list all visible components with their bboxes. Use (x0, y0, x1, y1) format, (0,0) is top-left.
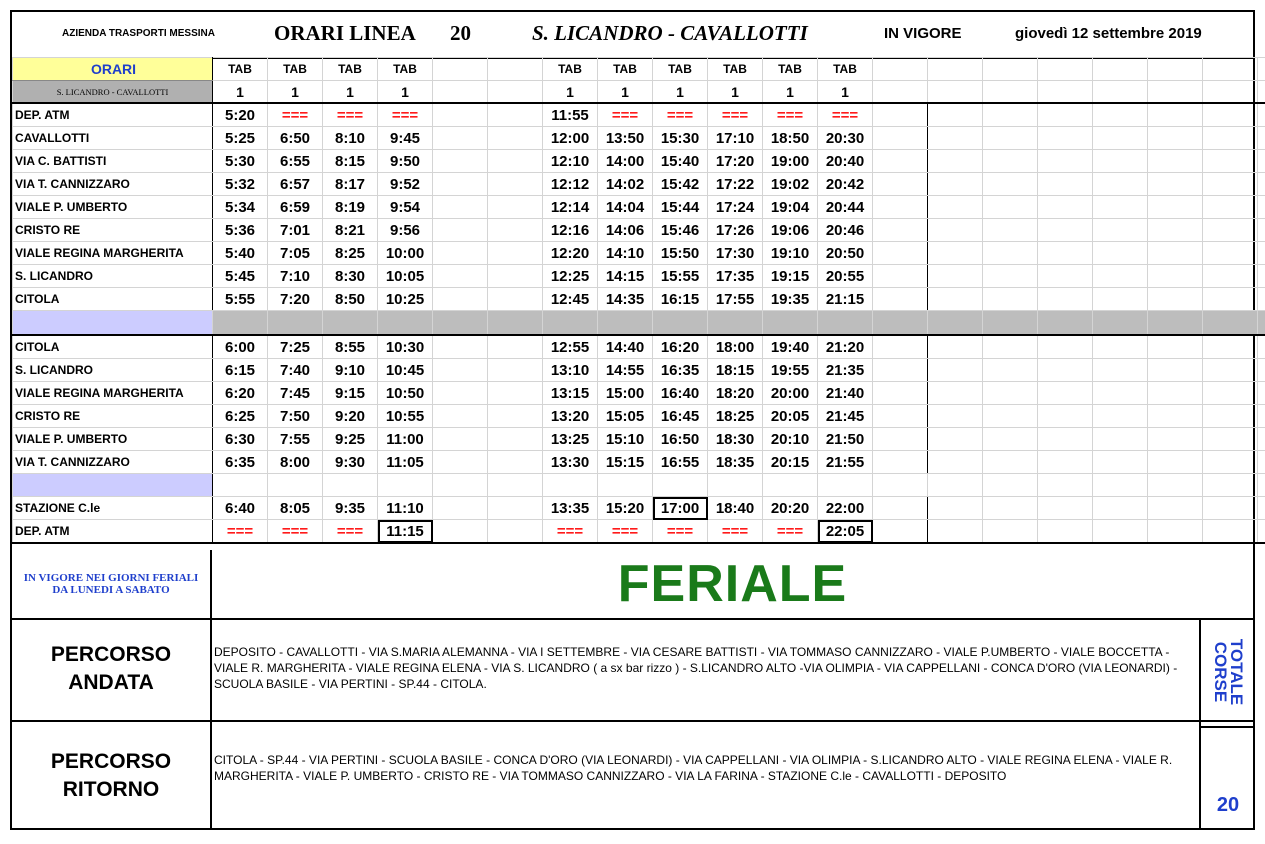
tab-number-row (13, 81, 1265, 104)
departure-time: 17:26 (708, 219, 763, 242)
departure-time: 11:05 (378, 451, 433, 474)
ritorno-description: CITOLA - SP.44 - VIA PERTINI - SCUOLA BASILE - CONCA D'ORO (VIA LEONARDI) - VIA CAPPELLANI - VIA OLIMPIA - S.LICANDRO ALTO - VIALE REGINA ELENA - VIALE R. MARGHERITA - VIALE P. UMBERTO - CRISTO RE - VIA TOMMASO CANNIZZARO - VIA LA FARINA - STAZIONE C.le - CAVALLOTTI - DEPOSITO (214, 753, 1173, 783)
departure-time: 12:45 (543, 288, 598, 311)
validity-line-1: IN VIGORE NEI GIORNI FERIALI (23, 572, 199, 584)
departure-time: 11:15 (378, 520, 433, 544)
tab-label: TAB (708, 58, 763, 81)
departure-time: 6:30 (213, 428, 268, 451)
departure-time: 22:05 (818, 520, 873, 544)
departure-time: 21:35 (818, 359, 873, 382)
departure-time: 14:02 (598, 173, 653, 196)
total-label-line-2: CORSE (1211, 641, 1230, 703)
departure-time: 8:30 (323, 265, 378, 288)
departure-time: 7:25 (268, 335, 323, 359)
departure-time: 14:55 (598, 359, 653, 382)
departure-time: === (213, 520, 268, 544)
departure-time: 9:52 (378, 173, 433, 196)
departure-time: === (543, 520, 598, 544)
departure-time: 5:55 (213, 288, 268, 311)
departure-time: 16:45 (653, 405, 708, 428)
departure-time: 19:15 (763, 265, 818, 288)
departure-time: 19:02 (763, 173, 818, 196)
departure-time: 15:15 (598, 451, 653, 474)
departure-time: 12:16 (543, 219, 598, 242)
departure-time: 22:00 (818, 497, 873, 520)
departure-time: 7:40 (268, 359, 323, 382)
stop-name: STAZIONE C.le (13, 497, 213, 520)
departure-time: 9:30 (323, 451, 378, 474)
schedule-row (13, 103, 1265, 127)
total-trips-count-cell (1199, 728, 1255, 830)
departure-time: 16:50 (653, 428, 708, 451)
departure-time: 17:20 (708, 150, 763, 173)
departure-time: 7:01 (268, 219, 323, 242)
departure-time: 13:10 (543, 359, 598, 382)
schedule-row (13, 382, 1265, 405)
departure-time: 16:40 (653, 382, 708, 405)
departure-time: 17:22 (708, 173, 763, 196)
total-trips-count: 20 (1216, 794, 1240, 816)
departure-time: 9:54 (378, 196, 433, 219)
departure-time: 19:00 (763, 150, 818, 173)
tab-number: 1 (708, 81, 763, 104)
timetable (12, 57, 1265, 544)
departure-time: 5:30 (213, 150, 268, 173)
departure-time: 20:50 (818, 242, 873, 265)
departure-time: 8:55 (323, 335, 378, 359)
departure-time: 14:10 (598, 242, 653, 265)
schedule-row (13, 497, 1265, 520)
departure-time: 18:20 (708, 382, 763, 405)
departure-time: 9:10 (323, 359, 378, 382)
departure-time: 9:56 (378, 219, 433, 242)
ritorno-title (12, 722, 212, 830)
stop-name: VIALE P. UMBERTO (13, 428, 213, 451)
departure-time: 15:46 (653, 219, 708, 242)
departure-time: 13:15 (543, 382, 598, 405)
departure-time: 14:04 (598, 196, 653, 219)
stop-name: CRISTO RE (13, 405, 213, 428)
departure-time: 14:40 (598, 335, 653, 359)
stop-name: S. LICANDRO (13, 265, 213, 288)
total-trips-label (1199, 618, 1255, 728)
route-ritorno (12, 722, 1255, 830)
departure-time: 19:06 (763, 219, 818, 242)
departure-time: 17:30 (708, 242, 763, 265)
tab-number: 1 (543, 81, 598, 104)
departure-time: 20:05 (763, 405, 818, 428)
page-title: ORARI LINEA (274, 21, 416, 45)
departure-time: 13:30 (543, 451, 598, 474)
stop-name: VIALE REGINA MARGHERITA (13, 382, 213, 405)
schedule-row (13, 405, 1265, 428)
departure-time: 12:10 (543, 150, 598, 173)
departure-time: 21:55 (818, 451, 873, 474)
effective-date: giovedì 12 settembre 2019 (1015, 25, 1202, 42)
departure-time: 6:59 (268, 196, 323, 219)
departure-time: 7:50 (268, 405, 323, 428)
andata-title-line-2: ANDATA (68, 671, 154, 694)
departure-time: 21:40 (818, 382, 873, 405)
departure-time: 20:46 (818, 219, 873, 242)
departure-time: 17:55 (708, 288, 763, 311)
validity-band (12, 550, 1253, 620)
in-force-label: IN VIGORE (884, 25, 962, 42)
departure-time: 20:40 (818, 150, 873, 173)
departure-time: 20:30 (818, 127, 873, 150)
departure-time: 13:35 (543, 497, 598, 520)
departure-time: 19:10 (763, 242, 818, 265)
departure-time: 13:20 (543, 405, 598, 428)
departure-time: 6:00 (213, 335, 268, 359)
departure-time: 15:30 (653, 127, 708, 150)
departure-time: 9:50 (378, 150, 433, 173)
departure-time: 7:20 (268, 288, 323, 311)
stop-name: VIALE REGINA MARGHERITA (13, 242, 213, 265)
orari-sublabel: S. LICANDRO - CAVALLOTTI (13, 81, 213, 104)
departure-time: === (708, 103, 763, 127)
schedule-row (13, 451, 1265, 474)
schedule-row (13, 288, 1265, 311)
departure-time: 8:05 (268, 497, 323, 520)
departure-time: 17:35 (708, 265, 763, 288)
departure-time: === (653, 520, 708, 544)
departure-time: 15:10 (598, 428, 653, 451)
section-separator (13, 311, 1265, 336)
departure-time: 17:24 (708, 196, 763, 219)
departure-time: === (378, 103, 433, 127)
departure-time: 10:30 (378, 335, 433, 359)
header (12, 12, 1253, 59)
departure-time: 5:20 (213, 103, 268, 127)
tab-number: 1 (268, 81, 323, 104)
departure-time: 11:00 (378, 428, 433, 451)
feriale-banner: FERIALE (617, 555, 848, 613)
departure-time: 20:55 (818, 265, 873, 288)
departure-time: 10:25 (378, 288, 433, 311)
departure-time: 18:50 (763, 127, 818, 150)
departure-time: 8:17 (323, 173, 378, 196)
departure-time: === (323, 103, 378, 127)
andata-title-line-1: PERCORSO (50, 642, 172, 666)
departure-time: 21:45 (818, 405, 873, 428)
departure-time: 7:05 (268, 242, 323, 265)
departure-time: === (708, 520, 763, 544)
departure-time: 15:40 (653, 150, 708, 173)
departure-time: === (268, 103, 323, 127)
schedule-row (13, 219, 1265, 242)
departure-time: 15:55 (653, 265, 708, 288)
stop-name: CAVALLOTTI (13, 127, 213, 150)
andata-description: DEPOSITO - CAVALLOTTI - VIA S.MARIA ALEMANNA - VIA I SETTEMBRE - VIA CESARE BATTISTI - VIA TOMMASO CANNIZZARO - VIALE P.UMBERTO - VIALE BOCCETTA - VIALE R. MARGHERITA - VIALE REGINA ELENA - VIA S. LICANDRO ( a sx bar rizzo ) - S.LICANDRO ALTO -VIA OLIMPIA - VIA CAPPELLANI - CONCA D'ORO (VIA LEONARDI) - SCUOLA BASILE - VIA PERTINI - SP.44 - CITOLA. (214, 645, 1178, 691)
stop-name: VIA T. CANNIZZARO (13, 173, 213, 196)
departure-time: 20:00 (763, 382, 818, 405)
validity-note (12, 550, 212, 618)
departure-time: 18:30 (708, 428, 763, 451)
departure-time: === (598, 520, 653, 544)
departure-time: 6:25 (213, 405, 268, 428)
departure-time: === (323, 520, 378, 544)
departure-time: 15:44 (653, 196, 708, 219)
departure-time: 13:25 (543, 428, 598, 451)
tab-label: TAB (378, 58, 433, 81)
stop-name: CRISTO RE (13, 219, 213, 242)
departure-time: 9:20 (323, 405, 378, 428)
departure-time: 5:36 (213, 219, 268, 242)
stop-name: VIALE P. UMBERTO (13, 196, 213, 219)
route-andata (12, 618, 1255, 722)
stop-name: DEP. ATM (13, 103, 213, 127)
tab-number: 1 (323, 81, 378, 104)
departure-time: 10:55 (378, 405, 433, 428)
departure-time: 9:15 (323, 382, 378, 405)
validity-line-2: DA LUNEDI A SABATO (52, 584, 170, 596)
departure-time: 6:35 (213, 451, 268, 474)
departure-time: 12:25 (543, 265, 598, 288)
departure-time: 12:00 (543, 127, 598, 150)
departure-time: 10:50 (378, 382, 433, 405)
departure-time: 8:19 (323, 196, 378, 219)
stop-name: VIA C. BATTISTI (13, 150, 213, 173)
departure-time: 7:10 (268, 265, 323, 288)
departure-time: 18:35 (708, 451, 763, 474)
departure-time: 17:10 (708, 127, 763, 150)
total-label-line-1: TOTALE (1227, 638, 1246, 706)
total-trips-label-text (1212, 639, 1244, 705)
departure-time: 19:04 (763, 196, 818, 219)
departure-time: 16:15 (653, 288, 708, 311)
tab-label: TAB (323, 58, 378, 81)
departure-time: 6:20 (213, 382, 268, 405)
departure-time: 20:44 (818, 196, 873, 219)
route-name: S. LICANDRO - CAVALLOTTI (532, 21, 808, 45)
schedule-row (13, 127, 1265, 150)
departure-time: 16:35 (653, 359, 708, 382)
tab-label: TAB (543, 58, 598, 81)
departure-time: 14:00 (598, 150, 653, 173)
departure-time: 15:42 (653, 173, 708, 196)
departure-time: 7:45 (268, 382, 323, 405)
stop-name: S. LICANDRO (13, 359, 213, 382)
tab-header-row (13, 58, 1265, 81)
departure-time: 10:05 (378, 265, 433, 288)
departure-time: 5:32 (213, 173, 268, 196)
departure-time: 9:25 (323, 428, 378, 451)
schedule-row (13, 265, 1265, 288)
departure-time: 8:10 (323, 127, 378, 150)
departure-time: 16:55 (653, 451, 708, 474)
blank-row (13, 474, 1265, 497)
departure-time: === (763, 103, 818, 127)
departure-time: 18:25 (708, 405, 763, 428)
departure-time: 21:20 (818, 335, 873, 359)
tab-number: 1 (818, 81, 873, 104)
schedule-row (13, 173, 1265, 196)
schedule-row (13, 520, 1265, 544)
departure-time: 12:20 (543, 242, 598, 265)
schedule-row (13, 150, 1265, 173)
departure-time: 11:10 (378, 497, 433, 520)
departure-time: 12:55 (543, 335, 598, 359)
departure-time: === (268, 520, 323, 544)
departure-time: 5:34 (213, 196, 268, 219)
departure-time: 21:50 (818, 428, 873, 451)
departure-time: 19:35 (763, 288, 818, 311)
departure-time: 19:55 (763, 359, 818, 382)
departure-time: 15:50 (653, 242, 708, 265)
departure-time: 14:15 (598, 265, 653, 288)
company-name: AZIENDA TRASPORTI MESSINA (62, 28, 215, 39)
schedule-row (13, 242, 1265, 265)
departure-time: 8:15 (323, 150, 378, 173)
departure-time: 18:00 (708, 335, 763, 359)
departure-time: 12:12 (543, 173, 598, 196)
departure-time: 20:15 (763, 451, 818, 474)
departure-time: 9:35 (323, 497, 378, 520)
tab-number: 1 (653, 81, 708, 104)
departure-time: 20:42 (818, 173, 873, 196)
departure-time: 5:25 (213, 127, 268, 150)
departure-time: 9:45 (378, 127, 433, 150)
departure-time: 21:15 (818, 288, 873, 311)
tab-label: TAB (818, 58, 873, 81)
ritorno-title-line-2: RITORNO (62, 778, 160, 801)
line-number: 20 (450, 21, 471, 45)
schedule-row (13, 335, 1265, 359)
departure-time: 8:25 (323, 242, 378, 265)
departure-time: 6:15 (213, 359, 268, 382)
departure-time: 14:35 (598, 288, 653, 311)
departure-time: 15:05 (598, 405, 653, 428)
timetable-sheet (10, 10, 1255, 830)
departure-time: 8:00 (268, 451, 323, 474)
departure-time: 13:50 (598, 127, 653, 150)
schedule-row (13, 196, 1265, 219)
ritorno-title-line-1: PERCORSO (50, 749, 172, 773)
departure-time: 8:50 (323, 288, 378, 311)
departure-time: 5:45 (213, 265, 268, 288)
departure-time: 11:55 (543, 103, 598, 127)
tab-label: TAB (598, 58, 653, 81)
departure-time: 19:40 (763, 335, 818, 359)
departure-time: 17:00 (653, 497, 708, 520)
tab-label: TAB (268, 58, 323, 81)
departure-time: 12:14 (543, 196, 598, 219)
departure-time: === (598, 103, 653, 127)
departure-time: 18:40 (708, 497, 763, 520)
stop-name: DEP. ATM (13, 520, 213, 544)
stop-name: CITOLA (13, 288, 213, 311)
departure-time: 18:15 (708, 359, 763, 382)
departure-time: 8:21 (323, 219, 378, 242)
tab-label: TAB (213, 58, 268, 81)
departure-time: === (763, 520, 818, 544)
departure-time: 6:40 (213, 497, 268, 520)
departure-time: 15:00 (598, 382, 653, 405)
departure-time: 10:45 (378, 359, 433, 382)
departure-time: 7:55 (268, 428, 323, 451)
departure-time: 6:57 (268, 173, 323, 196)
departure-time: === (653, 103, 708, 127)
tab-label: TAB (763, 58, 818, 81)
tab-number: 1 (378, 81, 433, 104)
stop-name: VIA T. CANNIZZARO (13, 451, 213, 474)
tab-number: 1 (213, 81, 268, 104)
departure-time: 20:20 (763, 497, 818, 520)
tab-number: 1 (763, 81, 818, 104)
departure-time: 5:40 (213, 242, 268, 265)
departure-time: 16:20 (653, 335, 708, 359)
andata-title (12, 618, 212, 720)
tab-number: 1 (598, 81, 653, 104)
schedule-row (13, 359, 1265, 382)
departure-time: 6:50 (268, 127, 323, 150)
tab-label: TAB (653, 58, 708, 81)
departure-time: 15:20 (598, 497, 653, 520)
departure-time: 6:55 (268, 150, 323, 173)
departure-time: 20:10 (763, 428, 818, 451)
departure-time: 10:00 (378, 242, 433, 265)
departure-time: === (818, 103, 873, 127)
orari-label: ORARI (13, 58, 213, 81)
departure-time: 14:06 (598, 219, 653, 242)
schedule-row (13, 428, 1265, 451)
stop-name: CITOLA (13, 335, 213, 359)
